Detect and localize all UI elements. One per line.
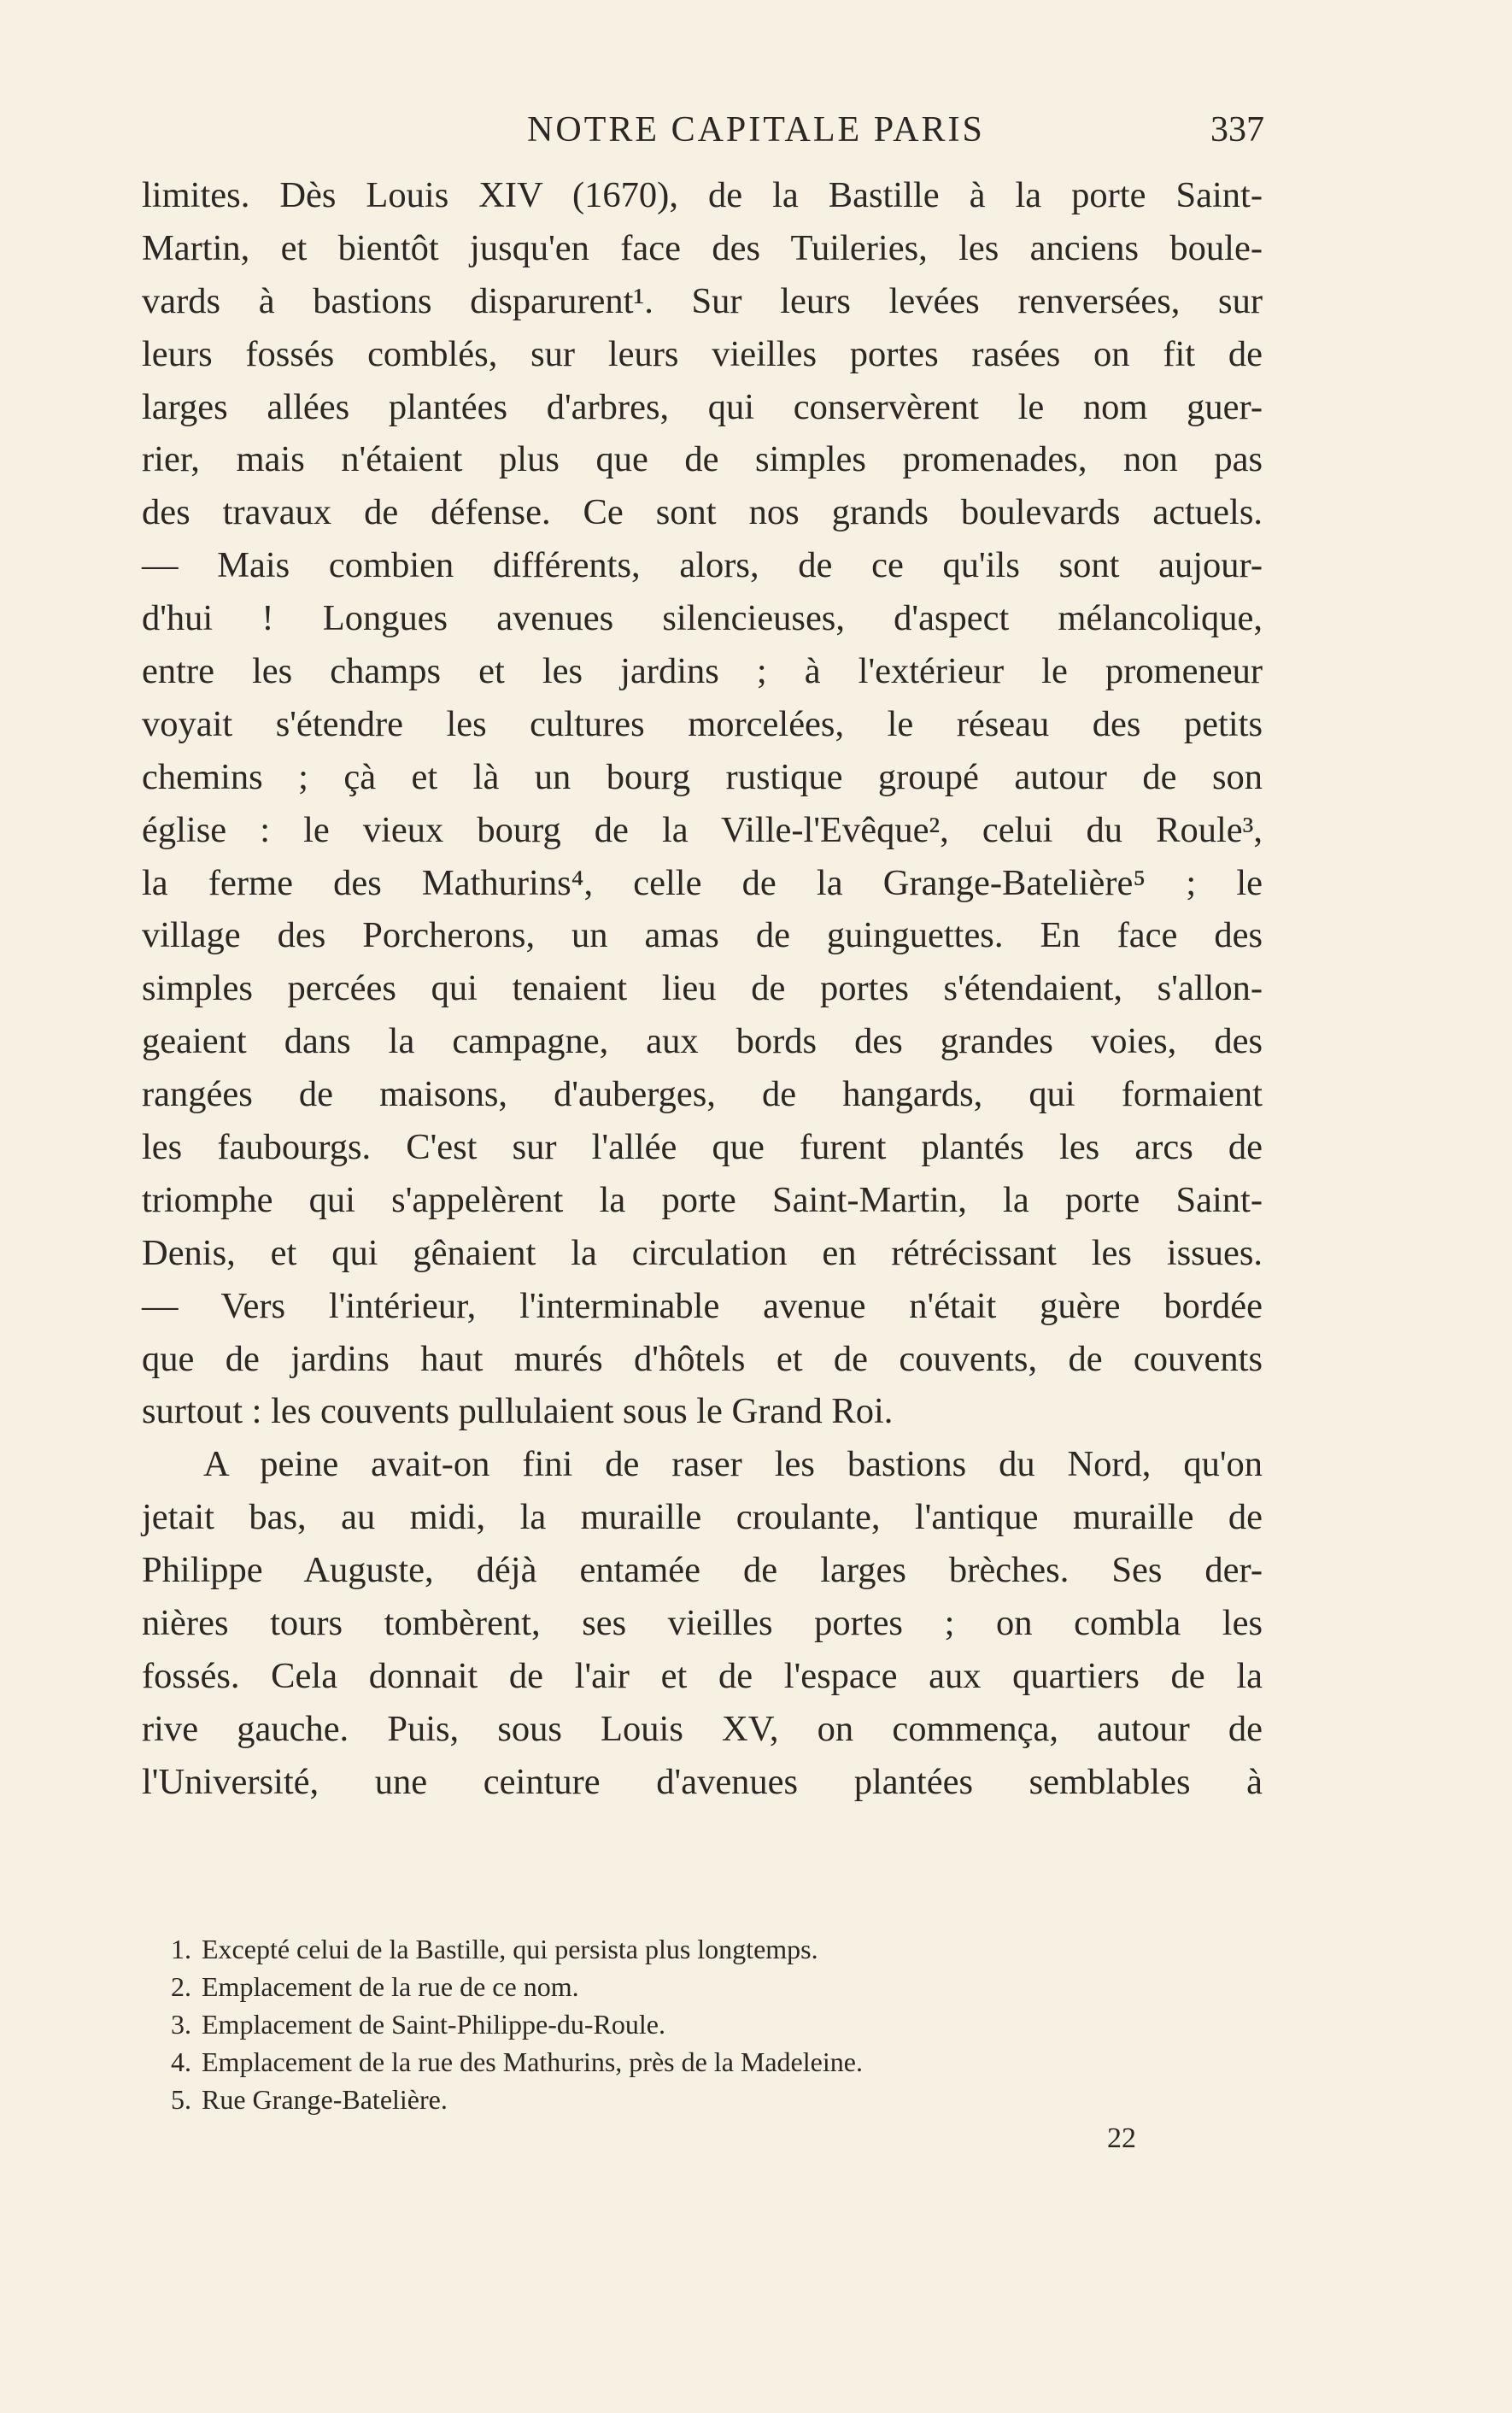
text-line: la ferme des Mathurins⁴, celle de la Grange-Batelière⁵ ; le: [142, 862, 1263, 903]
footnote-text: Emplacement de la rue des Mathurins, près de la Madeleine.: [202, 2046, 863, 2077]
text-line: — Mais combien différents, alors, de ce qu'ils sont aujour-: [142, 545, 1263, 586]
text-line: rangées de maisons, d'auberges, de hangards, qui formaient: [142, 1074, 1263, 1115]
text-line: Philippe Auguste, déjà entamée de larges brèches. Ses der-: [142, 1550, 1263, 1591]
footnote: [171, 1968, 1196, 2005]
footnote-number: 5.: [171, 2084, 191, 2115]
text-line: nières tours tombèrent, ses vieilles portes ; on combla les: [142, 1603, 1263, 1644]
text-line-paragraph-start: A peine avait-on fini de raser les bastions du Nord, qu'on: [203, 1444, 1263, 1485]
text-line: Denis, et qui gênaient la circulation en rétrécissant les issues.: [142, 1232, 1263, 1273]
text-line: vards à bastions disparurent¹. Sur leurs levées renversées, sur: [142, 280, 1263, 321]
text-line: chemins ; çà et là un bourg rustique groupé autour de son: [142, 756, 1263, 797]
text-line: entre les champs et les jardins ; à l'extérieur le promeneur: [142, 651, 1263, 692]
text-line: Martin, et bientôt jusqu'en face des Tuileries, les anciens boule-: [142, 227, 1263, 268]
footnote-text: Rue Grange-Batelière.: [202, 2084, 448, 2115]
footnote: [171, 2043, 1196, 2081]
text-line: rier, mais n'étaient plus que de simples promenades, non pas: [142, 439, 1263, 480]
text-line: village des Porcherons, un amas de guinguettes. En face des: [142, 915, 1263, 956]
signature-mark: 22: [1107, 2122, 1136, 2154]
footnote-number: 3.: [171, 2009, 191, 2040]
text-line: — Vers l'intérieur, l'interminable avenue n'était guère bordée: [142, 1285, 1263, 1326]
text-line: l'Université, une ceinture d'avenues plantées semblables à: [142, 1761, 1263, 1802]
text-line: limites. Dès Louis XIV (1670), de la Bastille à la porte Saint-: [142, 175, 1263, 215]
text-line: leurs fossés comblés, sur leurs vieilles portes rasées on fit de: [142, 333, 1263, 374]
footnote-text: Excepté celui de la Bastille, qui persista plus longtemps.: [202, 1934, 818, 1964]
body-text: [142, 169, 1263, 1809]
footnote-number: 4.: [171, 2046, 191, 2077]
footnote-text: Emplacement de la rue de ce nom.: [202, 1971, 579, 2002]
text-line: des travaux de défense. Ce sont nos grands boulevards actuels.: [142, 492, 1263, 533]
footnote-number: 1.: [171, 1934, 191, 1964]
text-line: rive gauche. Puis, sous Louis XV, on commença, autour de: [142, 1708, 1263, 1749]
text-line: voyait s'étendre les cultures morcelées, le réseau des petits: [142, 703, 1263, 744]
page-number: 337: [1210, 110, 1264, 150]
text-line: que de jardins haut murés d'hôtels et de couvents, de couvents: [142, 1338, 1263, 1379]
text-line: surtout : les couvents pullulaient sous le Grand Roi.: [142, 1391, 894, 1432]
text-line: simples percées qui tenaient lieu de portes s'étendaient, s'allon-: [142, 968, 1263, 1009]
text-line: geaient dans la campagne, aux bords des grandes voies, des: [142, 1021, 1263, 1062]
footnote: [171, 2005, 1196, 2043]
text-line: jetait bas, au midi, la muraille croulante, l'antique muraille de: [142, 1497, 1263, 1538]
footnote-number: 2.: [171, 1971, 191, 2002]
text-line: fossés. Cela donnait de l'air et de l'espace aux quartiers de la: [142, 1655, 1263, 1696]
text-line: larges allées plantées d'arbres, qui conservèrent le nom guer-: [142, 386, 1263, 427]
footnote-text: Emplacement de Saint-Philippe-du-Roule.: [202, 2009, 665, 2040]
text-line: église : le vieux bourg de la Ville-l'Evêque², celui du Roule³,: [142, 809, 1263, 850]
footnotes: [171, 1930, 1196, 2118]
running-title: NOTRE CAPITALE PARIS: [527, 110, 985, 150]
text-line: triomphe qui s'appelèrent la porte Saint-Martin, la porte Saint-: [142, 1179, 1263, 1220]
text-line: les faubourgs. C'est sur l'allée que furent plantés les arcs de: [142, 1127, 1263, 1168]
footnote: [171, 2081, 1196, 2118]
footnote: [171, 1930, 1196, 1968]
running-header: [0, 103, 1512, 154]
text-line: d'hui ! Longues avenues silencieuses, d'aspect mélancolique,: [142, 598, 1263, 639]
